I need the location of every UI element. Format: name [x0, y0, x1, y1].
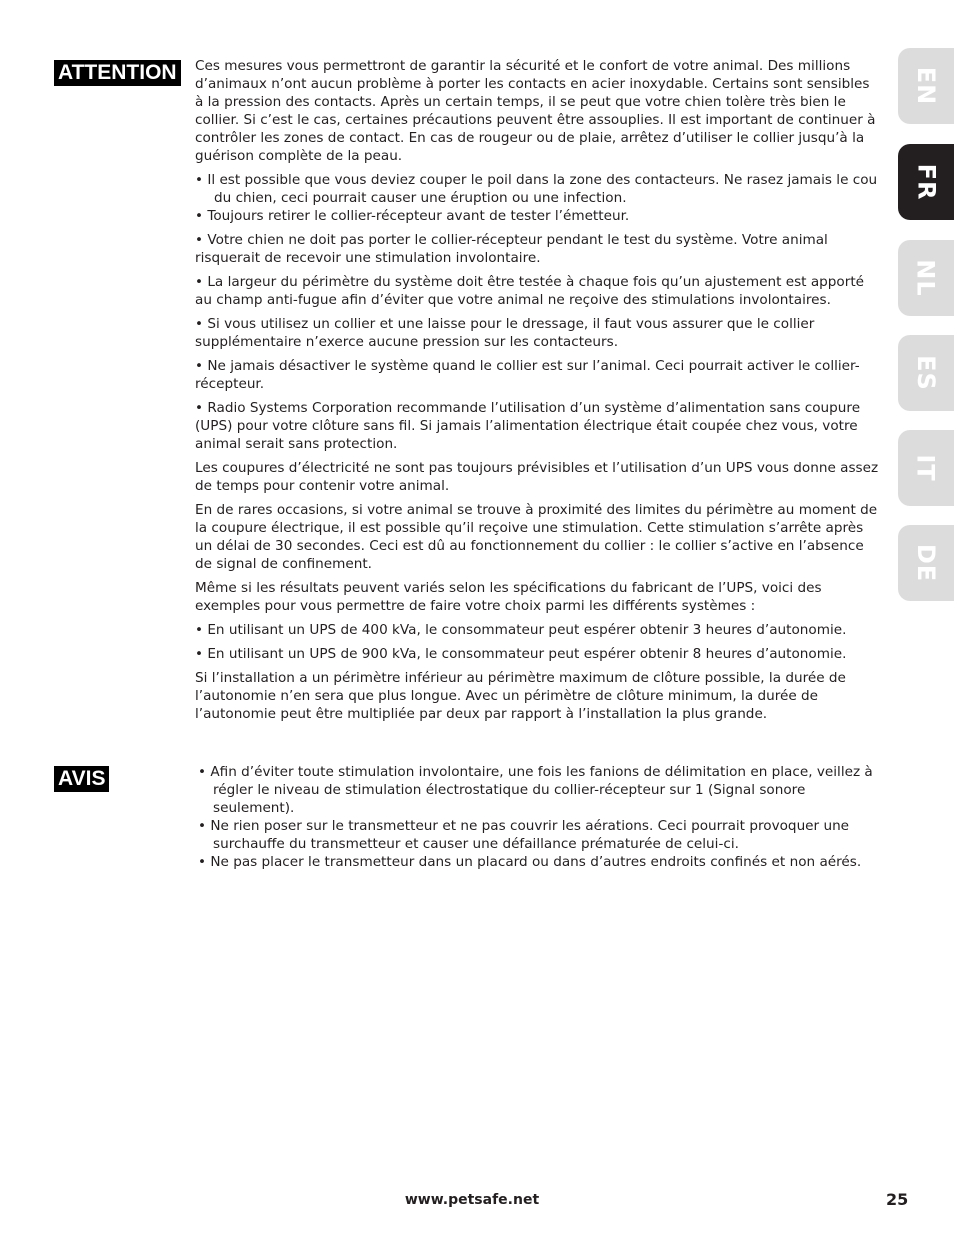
tab-it[interactable] [898, 430, 954, 506]
bullet-ups: • Radio Systems Corporation recommande l’utilisation d’un système d’alimentation sans coupure (UPS) pour votre clôture sans fil. Si jamais l’alimentation électrique était coupée chez vous, votre animal serait sans protection. [195, 400, 861, 452]
tab-de-label: DE [911, 543, 940, 583]
bullet-400: • En utilisant un UPS de 400 kVa, le consommateur peut espérer obtenir 3 heures d’autonomie. [195, 622, 847, 638]
bullet-leash: • Si vous utilisez un collier et une laisse pour le dressage, il faut vous assurer que le collier supplémentaire n’exerce aucune pression sur les contacteurs. [195, 316, 815, 350]
page-number: 25 [886, 1190, 909, 1209]
attention-label: ATTENTION [54, 60, 181, 86]
tab-de[interactable] [898, 525, 954, 601]
bullet-width: • La largeur du périmètre du système doit être testée à chaque fois qu’un ajustement est apporté au champ anti-fugue afin d’éviter que votre animal ne reçoive des stimulations involontaires. [195, 274, 865, 308]
tab-en-label: EN [911, 66, 940, 106]
para-install: Si l’installation a un périmètre inférieur au périmètre maximum de clôture possible, la durée de l’autonomie n’en sera que plus longue. Avec un périmètre de clôture minimum, la durée de l’autonomie peut être multipliée par deux par rapport à l’installation la plus grande. [195, 670, 846, 722]
bullet-remove: • Toujours retirer le collier-récepteur avant de tester l’émetteur. [195, 208, 630, 224]
attention-section [195, 57, 881, 729]
tab-it-label: IT [912, 454, 940, 482]
footer-url: www.petsafe.net [404, 1192, 540, 1208]
tab-es-label: ES [912, 355, 940, 391]
tab-fr[interactable] [898, 144, 954, 220]
tab-en[interactable] [898, 48, 954, 124]
para-outages: Les coupures d’électricité ne sont pas toujours prévisibles et l’utilisation d’un UPS vous donne assez de temps pour contenir votre animal. [195, 460, 879, 494]
attention-intro: Ces mesures vous permettront de garantir la sécurité et le confort de votre animal. Des millions d’animaux n’ont aucun problème à porter les contacts en acier inoxydable. Certains sont sensibles à la pression des contacts. Après un certain temps, il se peut que votre chien tolère très bien le collier. Si c’est le cas, certaines précautions peuvent être assouplies. Il est important de continuer à contrôler les zones de contact. En cas de rougeur ou de plaie, arrêtez d’utiliser le collier jusqu’à la guérison complète de la peau. [195, 58, 876, 164]
para-results: Même si les résultats peuvent variés selon les spécifications du fabricant de l’UPS, voici des exemples pour vous permettre de faire votre choix parmi les différents systèmes : [195, 580, 822, 614]
tab-es[interactable] [898, 335, 954, 411]
tab-fr-label: FR [912, 163, 940, 201]
avis-bullet-cover: • Ne rien poser sur le transmetteur et ne pas couvrir les aérations. Ceci pourrait provoquer une surchauffe du transmetteur et causer une défaillance prématurée de celui-ci. [198, 818, 850, 852]
para-rare: En de rares occasions, si votre animal se trouve à proximité des limites du périmètre au moment de la coupure électrique, il est possible qu’il reçoive une stimulation. Cette stimulation s’arrête après un délai de 30 secondes. Ceci est dû au fonctionnement du collier : le collier s’active en l’absence de signal de confinement. [195, 502, 878, 572]
avis-bullet-closet: • Ne pas placer le transmetteur dans un placard ou dans d’autres endroits confinés et non aérés. [198, 854, 862, 870]
bullet-test: • Votre chien ne doit pas porter le collier-récepteur pendant le test du système. Votre animal risquerait de recevoir une stimulation involontaire. [195, 232, 828, 266]
tab-nl-label: NL [911, 259, 940, 297]
avis-bullet-flags: • Afin d’éviter toute stimulation involontaire, une fois les fanions de délimitation en place, veillez à régler le niveau de stimulation électrostatique du collier-récepteur sur 1 (Signal sonore seulement). [198, 764, 873, 816]
avis-label: AVIS [54, 766, 109, 792]
avis-section [198, 763, 888, 871]
tab-nl[interactable] [898, 240, 954, 316]
bullet-disable: • Ne jamais désactiver le système quand le collier est sur l’animal. Ceci pourrait activer le collier-récepteur. [195, 358, 860, 392]
bullet-900: • En utilisant un UPS de 900 kVa, le consommateur peut espérer obtenir 8 heures d’autonomie. [195, 646, 847, 662]
bullet-shave: • Il est possible que vous deviez couper le poil dans la zone des contacteurs. Ne rasez jamais le cou du chien, ceci pourrait causer une éruption ou une infection. [195, 172, 878, 206]
